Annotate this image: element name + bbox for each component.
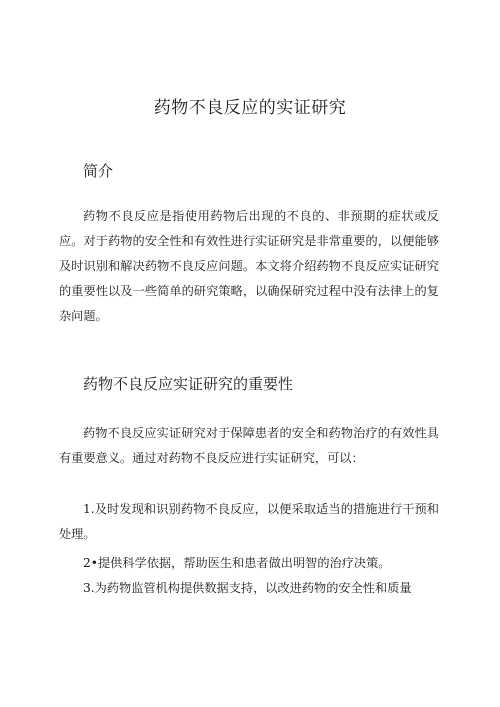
intro-paragraph: 药物不良反应是指使用药物后出现的不良的、非预期的症状或反应。对于药物的安全性和有效性进行实证研究是非常重要的，以便能够及时识别和解决药物不良反应问题。本文将介绍药物不良反应实证研究的重要性以及一些简单的研究策略，以确保研究过程中没有法律上的复杂问题。: [59, 209, 439, 323]
list-item: 1.及时发现和识别药物不良反应，以便采取适当的措施进行干预和处理。: [59, 502, 439, 541]
section-heading-intro: 简介: [83, 162, 114, 180]
importance-paragraph: 药物不良反应实证研究对于保障患者的安全和药物治疗的有效性具有重要意义。通过对药物不良反应进行实证研究，可以：: [59, 426, 439, 465]
list-item: 2•提供科学依据，帮助医生和患者做出明智的治疗决策。: [83, 556, 391, 570]
section-heading-importance: 药物不良反应实证研究的重要性: [83, 375, 294, 393]
list-item: 3.为药物监管机构提供数据支持，以改进药物的安全性和质量: [83, 581, 412, 595]
document-title: 药物不良反应的实证研究: [153, 98, 347, 118]
